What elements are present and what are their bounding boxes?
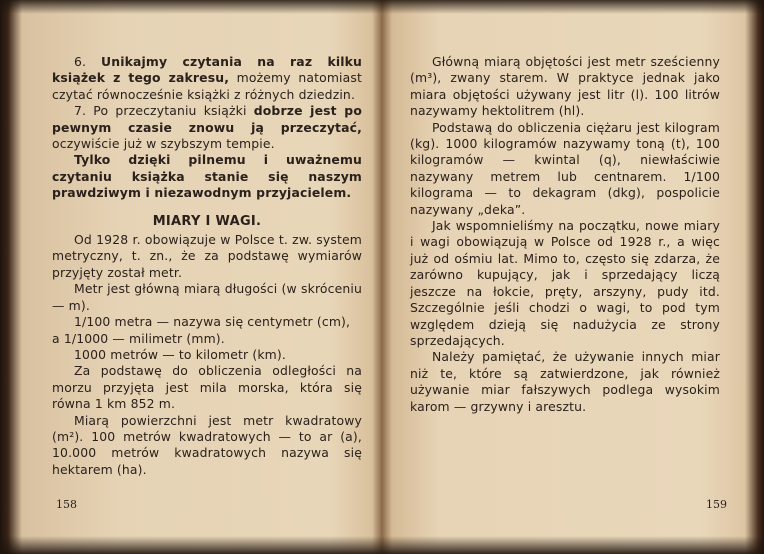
paragraph-area: Miarą powierzchni jest metr kwadratowy (m²). 100 metrów kwadratowych — to ar (a), 10.000 metrów kwadratowych nazywa się hektarem (ha). <box>52 412 362 477</box>
bold-phrase: Unikajmy czytania na raz kilku książek z tego zakresu, <box>52 54 362 86</box>
paragraph-weight: Podstawą do obliczenia ciężaru jest kilogram (kg). 1000 kilogramów nazywamy toną (t), 100 kilogramów — kwintal (q), niewłaściwie nazywany metrem lub centnarem. 1/100 kilograma — to dekagram (dkg), pospolicie nazywany „deka”. <box>410 119 720 217</box>
page-number-left: 158 <box>56 498 77 511</box>
paragraph-nautical-mile: Za podstawę do obliczenia odległości na morzu przyjęta jest mila morska, która się równa 1 km 852 m. <box>52 363 362 412</box>
right-page <box>410 54 720 415</box>
paragraph-kilometre: 1000 metrów — to kilometr (km). <box>74 346 286 362</box>
paragraph-metre: Metr jest główną miarą długości (w skróceniu — m). <box>52 281 362 313</box>
bold-phrase: dobrze jest po pewnym czasie znowu ją przeczytać, <box>52 103 362 135</box>
page-number-right: 159 <box>706 498 727 511</box>
section-heading: MIARY I WAGI. <box>152 213 262 229</box>
paragraph-conclusion: Tylko dzięki pilnemu i uważnemu czytaniu książka stanie się naszym prawdziwym i niezawodnym przyjacielem. <box>52 152 362 201</box>
paragraph-old-measures: Jak wspomnieliśmy na początku, nowe miary i wagi obowiązują w Polsce od 1928 r., a więc już od ośmiu lat. Mimo to, często się zdarza, że zarówno kupujący, jak i sprzedający liczą jeszcze na łokcie, pręty, arszyny, pudy itd. Szczególnie jeśli chodzi o wagi, to pod tym względem dzieją się nadużycia ze strony sprzedających. <box>410 218 720 348</box>
paragraph-millimetre: a 1/1000 — milimetr (mm). <box>52 330 225 346</box>
page-shadow-top <box>0 0 764 14</box>
paragraph-metric-system: Od 1928 r. obowiązuje w Polsce t. zw. system metryczny, t. zn., że za podstawę wymiarów przyjęty został metr. <box>52 232 362 280</box>
paragraph-centimetre: 1/100 metra — nazywa się centymetr (cm), <box>74 314 351 330</box>
left-page <box>52 54 362 478</box>
paragraph-volume: Główną miarą objętości jest metr sześcienny (m³), zwany starem. W praktyce jednak jako miara objętości używany jest litr (l). 100 litrów nazywamy hektolitrem (hl). <box>410 54 720 119</box>
paragraph-6: 6. Unikajmy czytania na raz kilku książek z tego zakresu, możemy natomiast czytać równocześnie książki z różnych dziedzin. <box>52 54 362 102</box>
page-shadow-bottom <box>0 536 764 554</box>
paragraph-7: 7. Po przeczytaniu książki dobrze jest po pewnym czasie znowu ją przeczytać, oczywiście już w szybszym tempie. <box>52 103 362 152</box>
paragraph-penalties: Należy pamiętać, że używanie innych miar niż te, które są zatwierdzone, jak również używanie miar fałszywych podlega wysokim karom — grzywny i aresztu. <box>410 349 720 414</box>
